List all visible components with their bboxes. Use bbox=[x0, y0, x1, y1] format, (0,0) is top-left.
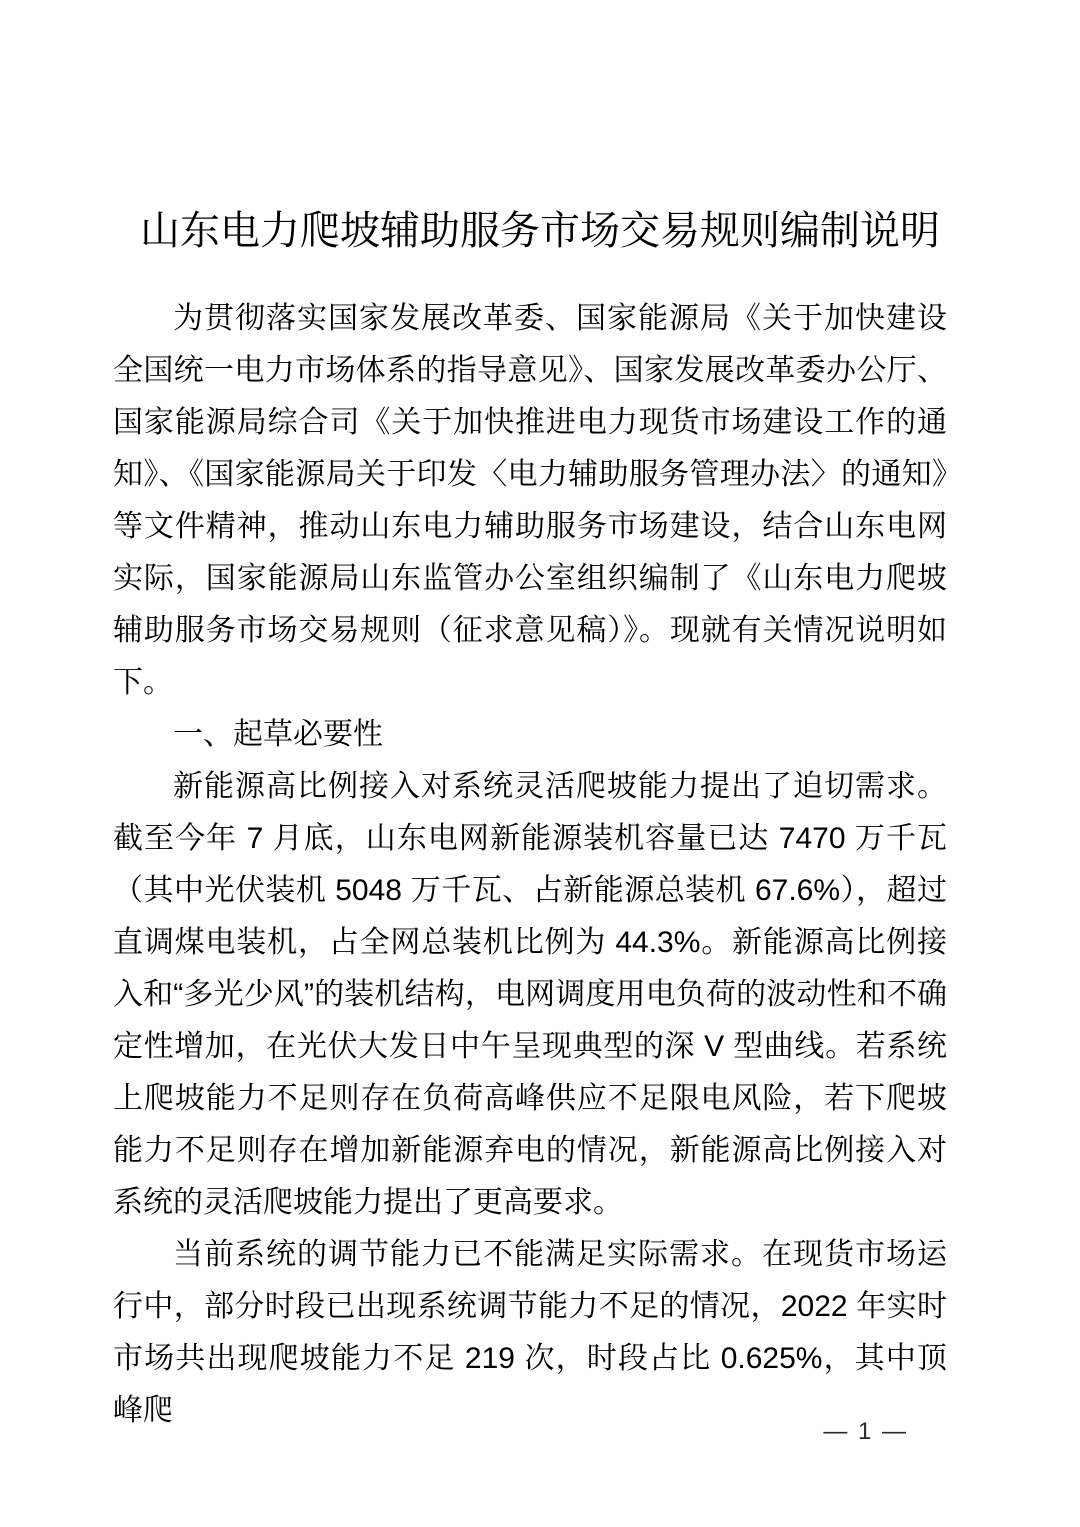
paragraph-new-energy-demand: 新能源高比例接入对系统灵活爬坡能力提出了迫切需求。截至今年 7 月底，山东电网新能源装机容量已达 7470 万千瓦（其中光伏装机 5048 万千瓦、占新能源总装机 67.6%），超过直调煤电装机，占全网总装机比例为 44.3%。新能源高比例接入和“多光少风”的装机结构，电网调度用电负荷的波动性和不确定性增加，在光伏大发日中午呈现典型的深 V 型曲线。若系统上爬坡能力不足则存在负荷高峰供应不足限电风险，若下爬坡能力不足则存在增加新能源弃电的情况，新能源高比例接入对系统的灵活爬坡能力提出了更高要求。 bbox=[113, 770, 947, 1219]
page-number: — 1 — bbox=[823, 1418, 908, 1445]
section-heading-necessity: 一、起草必要性 bbox=[173, 718, 383, 751]
paragraph-intro: 为贯彻落实国家发展改革委、国家能源局《关于加快建设全国统一电力市场体系的指导意见》、国家发展改革委办公厅、国家能源局综合司《关于加快推进电力现货市场建设工作的通知》、《国家能源局关于印发〈电力辅助服务管理办法〉的通知》等文件精神，推动山东电力辅助服务市场建设，结合山东电网实际，国家能源局山东监管办公室组织编制了《山东电力爬坡辅助服务市场交易规则（征求意见稿）》。现就有关情况说明如下。 bbox=[113, 302, 947, 699]
paragraph-current-capability: 当前系统的调节能力已不能满足实际需求。在现货市场运行中，部分时段已出现系统调节能力不足的情况，2022 年实时市场共出现爬坡能力不足 219 次，时段占比 0.625%，其中顶峰爬 bbox=[113, 1238, 947, 1427]
document-body bbox=[113, 293, 947, 1437]
document-title: 山东电力爬坡辅助服务市场交易规则编制说明 bbox=[140, 208, 940, 253]
